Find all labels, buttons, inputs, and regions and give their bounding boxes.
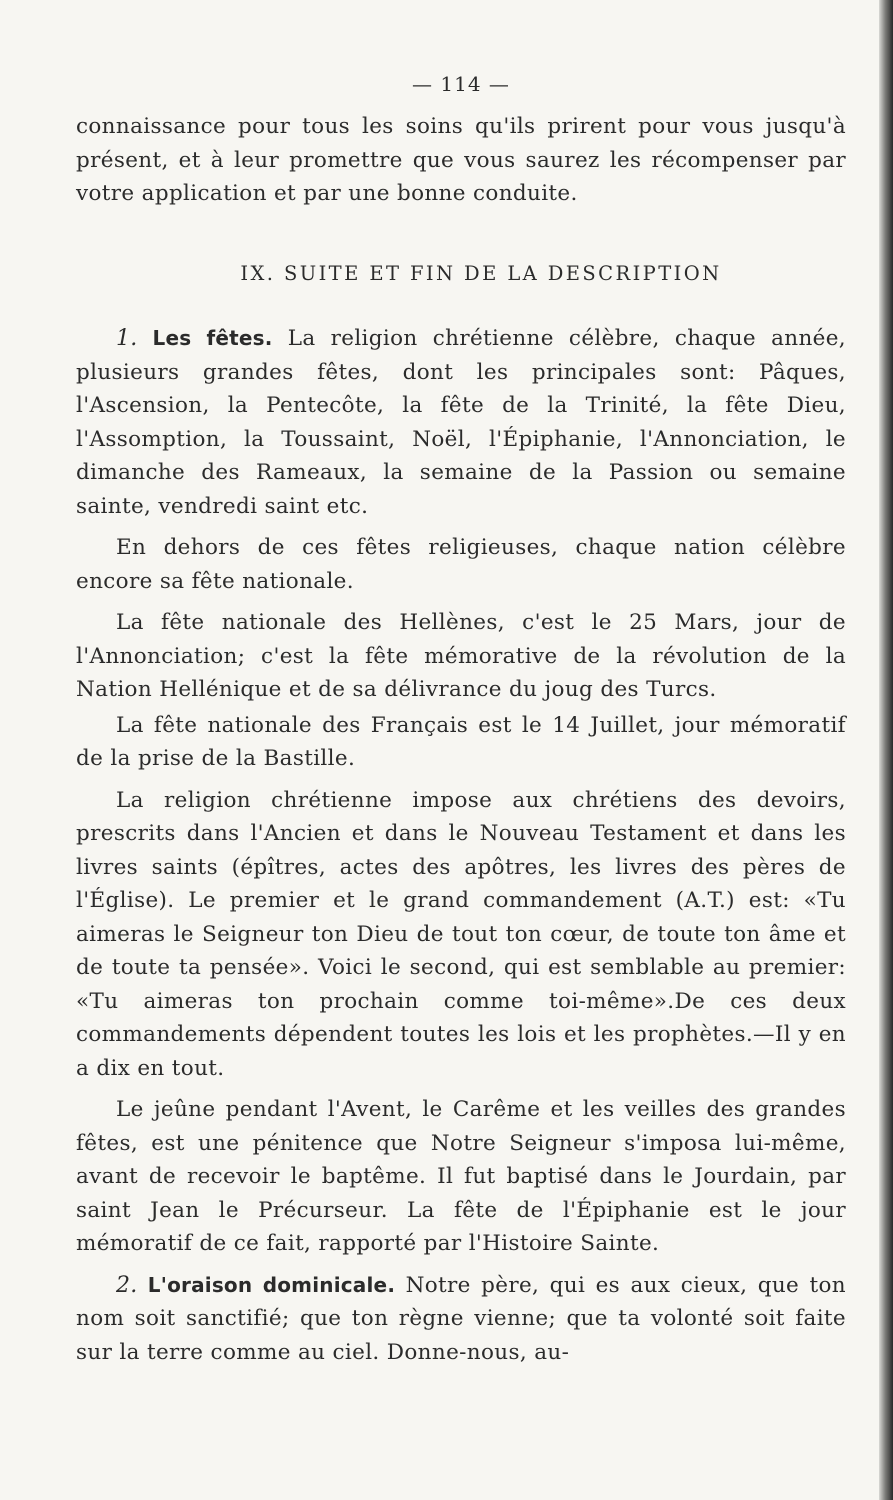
section-2-heading	[116, 1273, 395, 1297]
paragraph-national-holidays: En dehors de ces fêtes religieuses, chaque nation célèbre encore sa fête nationale.	[76, 535, 846, 594]
section-2-heading-text: L'oraison dominicale.	[147, 1272, 396, 1297]
page-number: — 114 —	[412, 72, 510, 96]
paragraph-hellenic-holiday: La fête nationale des Hellènes, c'est le 25 Mars, jour de l'Annonciation; c'est la fête mémorative de la révolution de la Nation Hellénique et de sa délivrance du joug des Turcs.	[76, 610, 846, 702]
section-1-heading-text: Les fêtes.	[152, 326, 273, 350]
section-2-number: 2.	[116, 1272, 138, 1298]
section-1-text: La religion chrétienne célèbre, chaque année, plusieurs grandes fêtes, dont les principales sont: Pâques, l'Ascension, la Pentecôte, la fête de la Trinité, la fête Dieu, l'Assomption, la Toussaint, Noël, l'Épiphanie, l'Annonciation, le dimanche des Rameaux, la semaine de la Passion ou semaine sainte, vendredi saint etc.	[76, 326, 846, 519]
section-2-text: Notre père, qui es aux cieux, que ton nom soit sanctifié; que ton règne vienne; que ta volonté soit faite sur la terre comme au ciel. Donne-nous, au-	[76, 1272, 846, 1365]
section-title: IX. SUITE ET FIN DE LA DESCRIPTION	[240, 261, 722, 285]
scan-edge-shadow	[879, 0, 893, 1500]
section-2-paragraph	[76, 1269, 846, 1370]
section-1-number: 1.	[116, 326, 138, 351]
paragraph-french-holiday: La fête nationale des Français est le 14 Juillet, jour mémoratif de la prise de la Bastille.	[76, 712, 846, 771]
intro-paragraph: connaissance pour tous les soins qu'ils prirent pour vous jusqu'à présent, et à leur promettre que vous saurez les récompenser par votre application et par une bonne conduite.	[76, 114, 846, 206]
section-1-heading	[116, 326, 273, 350]
document-page	[76, 66, 846, 1369]
paragraph-fasting: Le jeûne pendant l'Avent, le Carême et les veilles des grandes fêtes, est une pénitence que Notre Seigneur s'imposa lui-même, avant de recevoir le baptême. Il fut baptisé dans le Jourdain, par saint Jean le Précurseur. La fête de l'Épiphanie est le jour mémoratif de ce fait, rapporté par l'Histoire Sainte.	[76, 1097, 846, 1256]
paragraph-christian-duties: La religion chrétienne impose aux chrétiens des devoirs, prescrits dans l'Ancien et dans le Nouveau Testament et dans les livres saints (épîtres, actes des apôtres, les livres des pères de l'Église). Le premier et le grand commandement (A.T.) est: «Tu aimeras le Seigneur ton Dieu de tout ton cœur, de toute ton âme et de toute ta pensée». Voici le second, qui est semblable au premier: «Tu aimeras ton prochain comme toi-même».De ces deux commandements dépendent toutes les lois et les prophètes.—Il y en a dix en tout.	[76, 787, 846, 1081]
section-1-paragraph	[76, 322, 846, 523]
